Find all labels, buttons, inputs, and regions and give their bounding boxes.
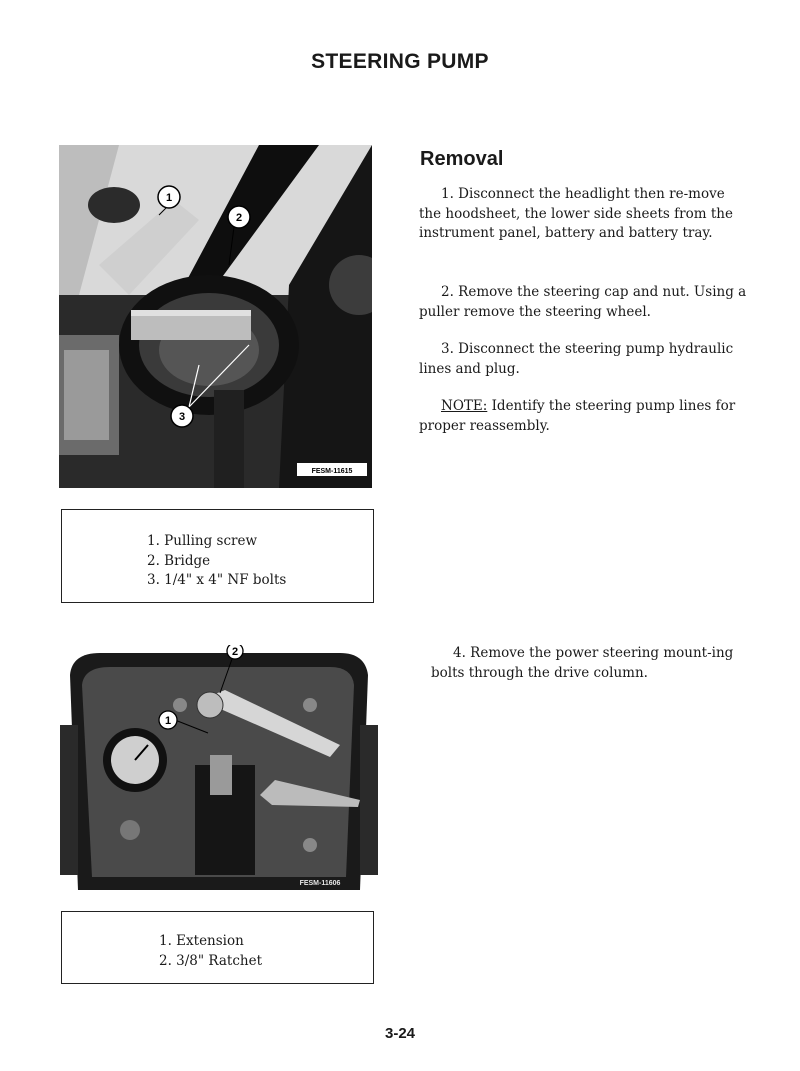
callout-2: 2 bbox=[235, 212, 243, 224]
caption-item: 3. 1/4" x 4" NF bolts bbox=[147, 572, 287, 588]
removal-step-1: 1. Disconnect the headlight then re-move the hoodsheet, the lower side sheets from the instrument panel, battery and battery tray. bbox=[419, 186, 733, 241]
figure1-caption bbox=[61, 509, 374, 603]
note-label: NOTE: bbox=[441, 398, 488, 414]
callout-2: 2 bbox=[231, 646, 239, 658]
page-number: 3-24 bbox=[384, 1025, 416, 1042]
pump-mounting-bolts-photo bbox=[60, 645, 378, 895]
removal-step-4: 4. Remove the power steering mount-ing bolts through the drive column. bbox=[431, 645, 734, 681]
page-title: STEERING PUMP bbox=[311, 50, 489, 73]
removal-step-3: 3. Disconnect the steering pump hydraulic lines and plug. bbox=[419, 341, 734, 377]
caption-item: 1. Pulling screw bbox=[147, 533, 258, 549]
figure-label: FESM-11615 bbox=[311, 468, 353, 475]
callout-1: 1 bbox=[164, 715, 172, 727]
steering-wheel-puller-photo bbox=[59, 145, 372, 488]
section-heading-removal: Removal bbox=[420, 148, 504, 170]
caption-item: 2. 3/8" Ratchet bbox=[159, 952, 263, 969]
removal-step-2: 2. Remove the steering cap and nut. Using a puller remove the steering wheel. bbox=[419, 284, 747, 320]
removal-note: NOTE: Identify the steering pump lines for proper reassembly. bbox=[419, 398, 736, 434]
callout-3: 3 bbox=[178, 411, 186, 423]
figure-label: FESM-11606 bbox=[299, 880, 341, 887]
caption-item: 2. Bridge bbox=[147, 552, 211, 569]
callout-1: 1 bbox=[165, 192, 173, 204]
caption-item: 1. Extension bbox=[159, 933, 244, 949]
figure2-caption bbox=[61, 911, 374, 984]
